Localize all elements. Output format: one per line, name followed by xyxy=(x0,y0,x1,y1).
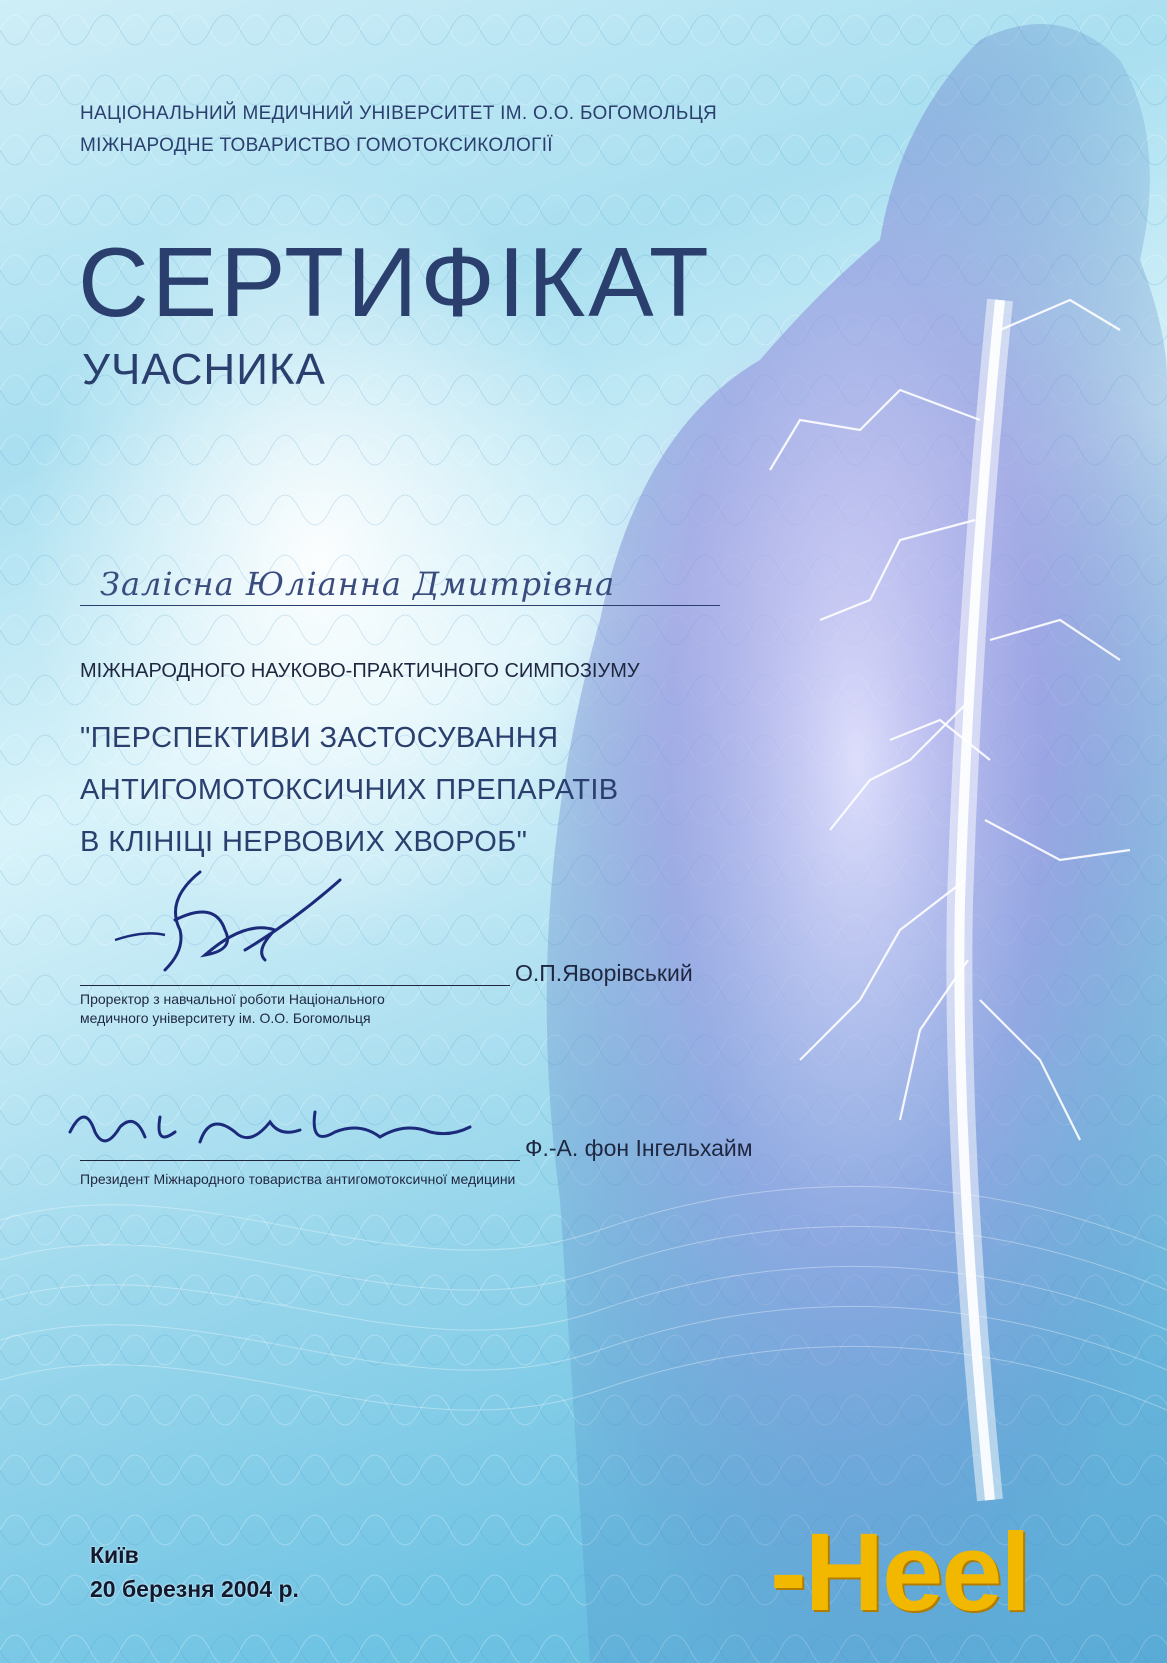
signer-name: О.П.Яворівський xyxy=(515,960,693,986)
signature-line xyxy=(80,1160,520,1161)
university-name: НАЦІОНАЛЬНИЙ МЕДИЧНИЙ УНІВЕРСИТЕТ ІМ. О.О. БОГОМОЛЬЦЯ xyxy=(80,103,718,124)
society-name: МІЖНАРОДНЕ ТОВАРИСТВО ГОМОТОКСИКОЛОГІЇ xyxy=(80,135,553,156)
signature-image xyxy=(60,1092,480,1162)
symposium-label: МІЖНАРОДНОГО НАУКОВО-ПРАКТИЧНОГО СИМПОЗІУМУ xyxy=(80,660,640,682)
place: Київ xyxy=(90,1542,139,1568)
certificate-subtitle: УЧАСНИКА xyxy=(82,345,326,394)
signer-name: Ф.-А. фон Інгельхайм xyxy=(525,1135,753,1161)
date: 20 березня 2004 р. xyxy=(90,1576,299,1602)
topic-line: АНТИГОМОТОКСИЧНИХ ПРЕПАРАТІВ xyxy=(80,774,619,806)
signature-image xyxy=(105,860,345,990)
signature-line xyxy=(80,985,510,986)
role-line: Проректор з навчальної роботи Національного xyxy=(80,991,385,1007)
recipient-name: Залісна Юліанна Дмитрівна xyxy=(80,565,720,606)
role-line: Президент Міжнародного товариства антигомотоксичної медицини xyxy=(80,1171,516,1187)
role-line: медичного університету ім. О.О. Богомольця xyxy=(80,1010,371,1026)
heel-logo: -Heel xyxy=(770,1511,1029,1634)
topic-line: В КЛІНІЦІ НЕРВОВИХ ХВОРОБ" xyxy=(80,826,528,858)
certificate-title: СЕРТИФІКАТ xyxy=(78,227,712,337)
header xyxy=(80,98,717,162)
symposium-topic xyxy=(80,712,619,868)
topic-line: "ПЕРСПЕКТИВИ ЗАСТОСУВАННЯ xyxy=(80,722,559,754)
signer-role xyxy=(80,990,385,1028)
place-and-date xyxy=(90,1538,299,1606)
signer-role xyxy=(80,1170,515,1189)
